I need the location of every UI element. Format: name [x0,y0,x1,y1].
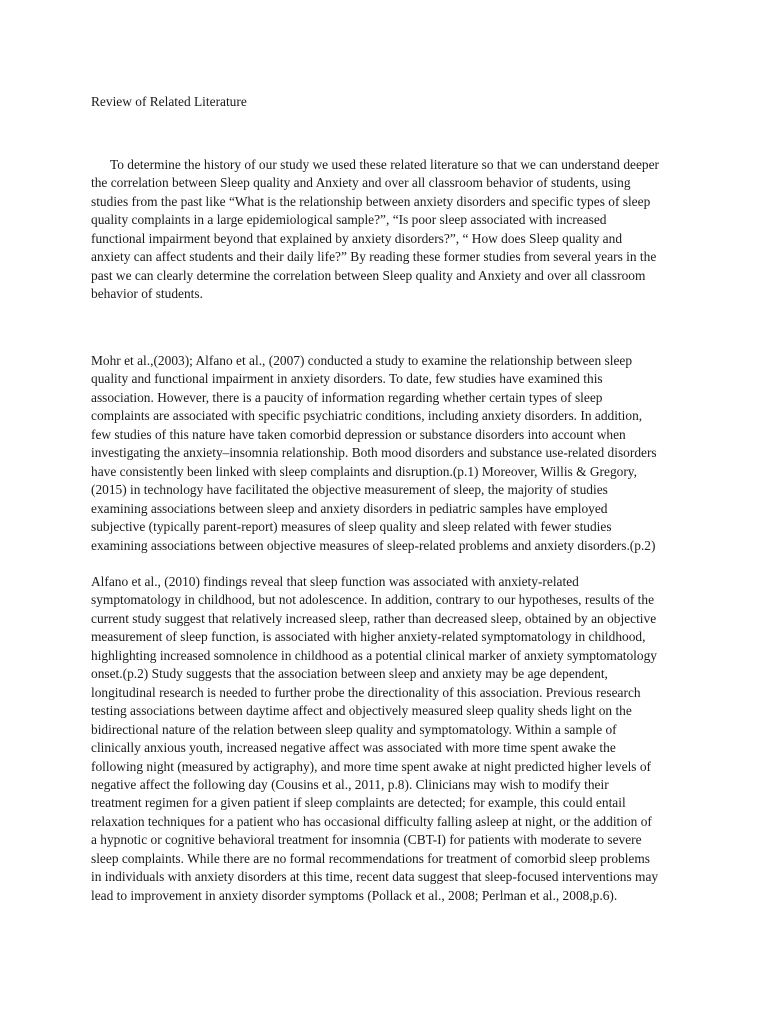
text-line: relaxation techniques for a patient who has occasional difficulty falling asleep at night, or the addition of [91,813,652,829]
text-line: in individuals with anxiety disorders at this time, recent data suggest that sleep-focused interventions may [91,869,659,885]
text-line: Mohr et al.,(2003); Alfano et al., (2007) conducted a study to examine the relationship between sleep [91,353,633,368]
text-line: highlighting increased somnolence in childhood as a potential clinical marker of anxiety symptomatology [91,647,657,663]
text-line: examining associations between sleep and anxiety disorders in pediatric samples have employed [91,500,608,516]
paragraph-intro [91,156,691,304]
text-line: To determine the history of our study we used these related literature so that we can understand deeper [110,157,660,172]
text-line: past we can clearly determine the correlation between Sleep quality and Anxiety and over all classroom [91,267,646,283]
text-line: quality complaints in a large epidemiological sample?”, “Is poor sleep associated with increased [91,212,607,228]
paragraph-alfano [91,573,691,905]
text-line: anxiety can affect students and their daily life?” By reading these former studies from several years in the [91,249,657,265]
text-line: onset.(p.2) Study suggests that the association between sleep and anxiety may be age dependent, [91,666,608,682]
text-line: complaints are associated with specific psychiatric conditions, including anxiety disorders. In addition, [91,408,643,424]
text-line: behavior of students. [91,286,203,302]
text-line: quality and functional impairment in anxiety disorders. To date, few studies have examined this [91,371,603,387]
text-line: longitudinal research is needed to further probe the directionality of this association. Previous research [91,684,641,700]
text-line: clinically anxious youth, increased negative affect was associated with more time spent awake the [91,740,616,756]
text-line: studies from the past like “What is the relationship between anxiety disorders and specific types of sleep [91,193,651,209]
text-line: symptomatology in childhood, but not adolescence. In addition, contrary to our hypotheses, results of the [91,592,655,608]
text-line: have consistently been linked with sleep complaints and disruption.(p.1) Moreover, Willis & Gregory, [91,463,637,479]
document-heading: Review of Related Literature [91,94,247,109]
text-line: bidirectional nature of the relation between sleep quality and symptomatology. Within a sample of [91,721,617,737]
text-line: testing associations between daytime affect and objectively measured sleep quality sheds light on the [91,703,632,719]
text-line: the correlation between Sleep quality and Anxiety and over all classroom behavior of students, using [91,175,631,191]
text-line: a hypnotic or cognitive behavioral treatment for insomnia (CBT-I) for patients with moderate to severe [91,832,642,848]
text-line: subjective (typically parent-report) measures of sleep quality and sleep related with fewer studies [91,519,612,535]
text-line: following night (measured by actigraphy), and more time spent awake at night predicted higher levels of [91,758,652,774]
text-line: few studies of this nature have taken comorbid depression or substance disorders into account when [91,426,626,442]
text-line: examining associations between objective measures of sleep-related problems and anxiety disorders.(p.2) [91,537,656,553]
text-line: functional impairment beyond that explained by anxiety disorders?”, “ How does Sleep quality and [91,230,623,246]
text-line: current study suggest that relatively increased sleep, rather than decreased sleep, obtained by an objective [91,610,657,626]
text-line: Alfano et al., (2010) findings reveal that sleep function was associated with anxiety-related [91,574,579,589]
text-line: (2015) in technology have facilitated the objective measurement of sleep, the majority of studies [91,482,608,498]
text-line: treatment regimen for a given patient if sleep complaints are detected; for example, this could entail [91,795,626,811]
text-line: sleep complaints. While there are no formal recommendations for treatment of comorbid sleep problems [91,850,650,866]
text-line: investigating the anxiety–insomnia relationship. Both mood disorders and substance use-related disorders [91,445,657,461]
text-line: association. However, there is a paucity of information regarding whether certain types of sleep [91,389,603,405]
text-line: negative affect the following day (Cousins et al., 2011, p.8). Clinicians may wish to modify their [91,776,609,792]
paragraph-mohr [91,352,691,555]
text-line: lead to improvement in anxiety disorder symptoms (Pollack et al., 2008; Perlman et al., 2008,p.6). [91,887,618,903]
text-line: measurement of sleep function, is associated with higher anxiety-related symptomatology in childhood, [91,629,646,645]
